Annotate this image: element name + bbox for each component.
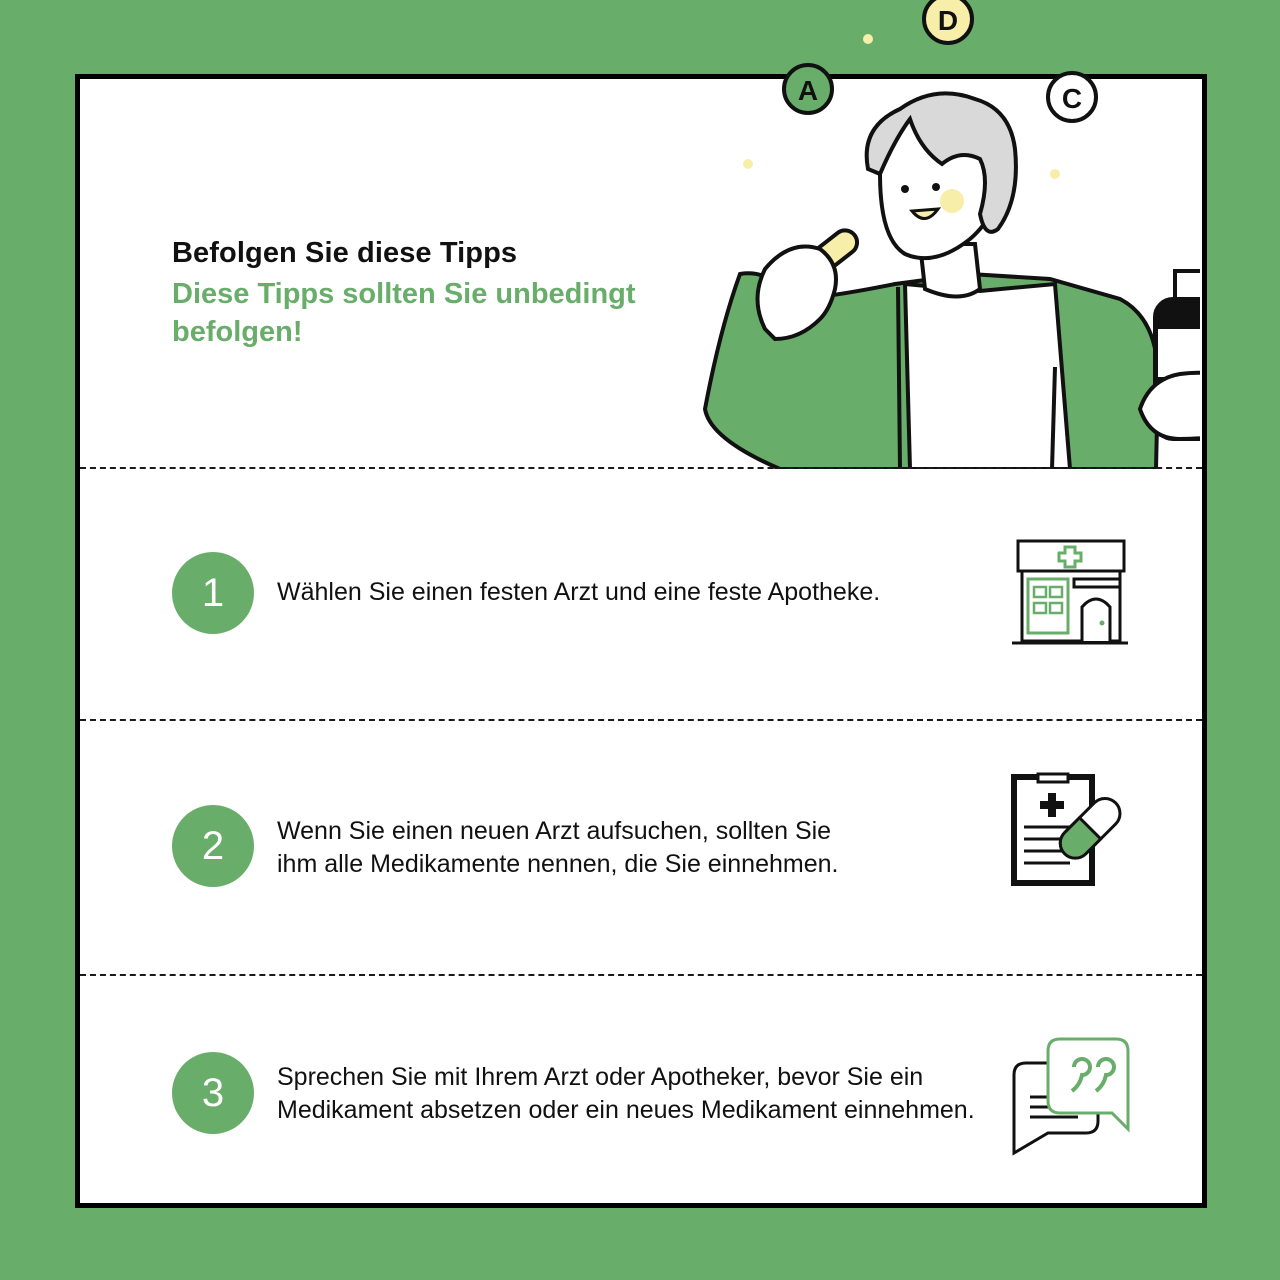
page-title: Befolgen Sie diese Tipps bbox=[172, 237, 518, 269]
prescription-pill-icon bbox=[1010, 771, 1130, 887]
vitamin-c-label: C bbox=[1061, 83, 1083, 114]
page-subtitle: Diese Tipps sollten Sie unbedingt befolgen! bbox=[172, 278, 636, 348]
step-number-badge: 3 bbox=[172, 1052, 254, 1134]
step-number-badge: 2 bbox=[172, 805, 254, 887]
divider bbox=[80, 467, 1202, 469]
step-text: Wählen Sie einen festen Arzt und eine feste Apotheke. bbox=[277, 578, 881, 606]
step-number-badge: 1 bbox=[172, 552, 254, 634]
vitamin-c-badge bbox=[1048, 73, 1096, 121]
speech-bubbles-quote-icon bbox=[1008, 1035, 1134, 1159]
vitamin-a-label: A bbox=[797, 75, 819, 106]
vitamin-a-badge bbox=[784, 65, 832, 113]
tips-card bbox=[75, 5, 1207, 1208]
step-text: Sprechen Sie mit Ihrem Arzt oder Apotheker, bevor Sie ein Medikament absetzen oder ein neues Medikament einnehmen. bbox=[277, 1063, 975, 1124]
vitamin-d-badge bbox=[924, 0, 972, 43]
pharmacy-icon bbox=[1010, 535, 1130, 649]
person-with-medicine-illustration bbox=[680, 0, 1200, 469]
step-text: Wenn Sie einen neuen Arzt aufsuchen, sollten Sie ihm alle Medikamente nennen, die Sie einnehmen. bbox=[277, 817, 839, 878]
divider bbox=[80, 974, 1202, 976]
divider bbox=[80, 719, 1202, 721]
vitamin-d-label: D bbox=[937, 5, 959, 36]
